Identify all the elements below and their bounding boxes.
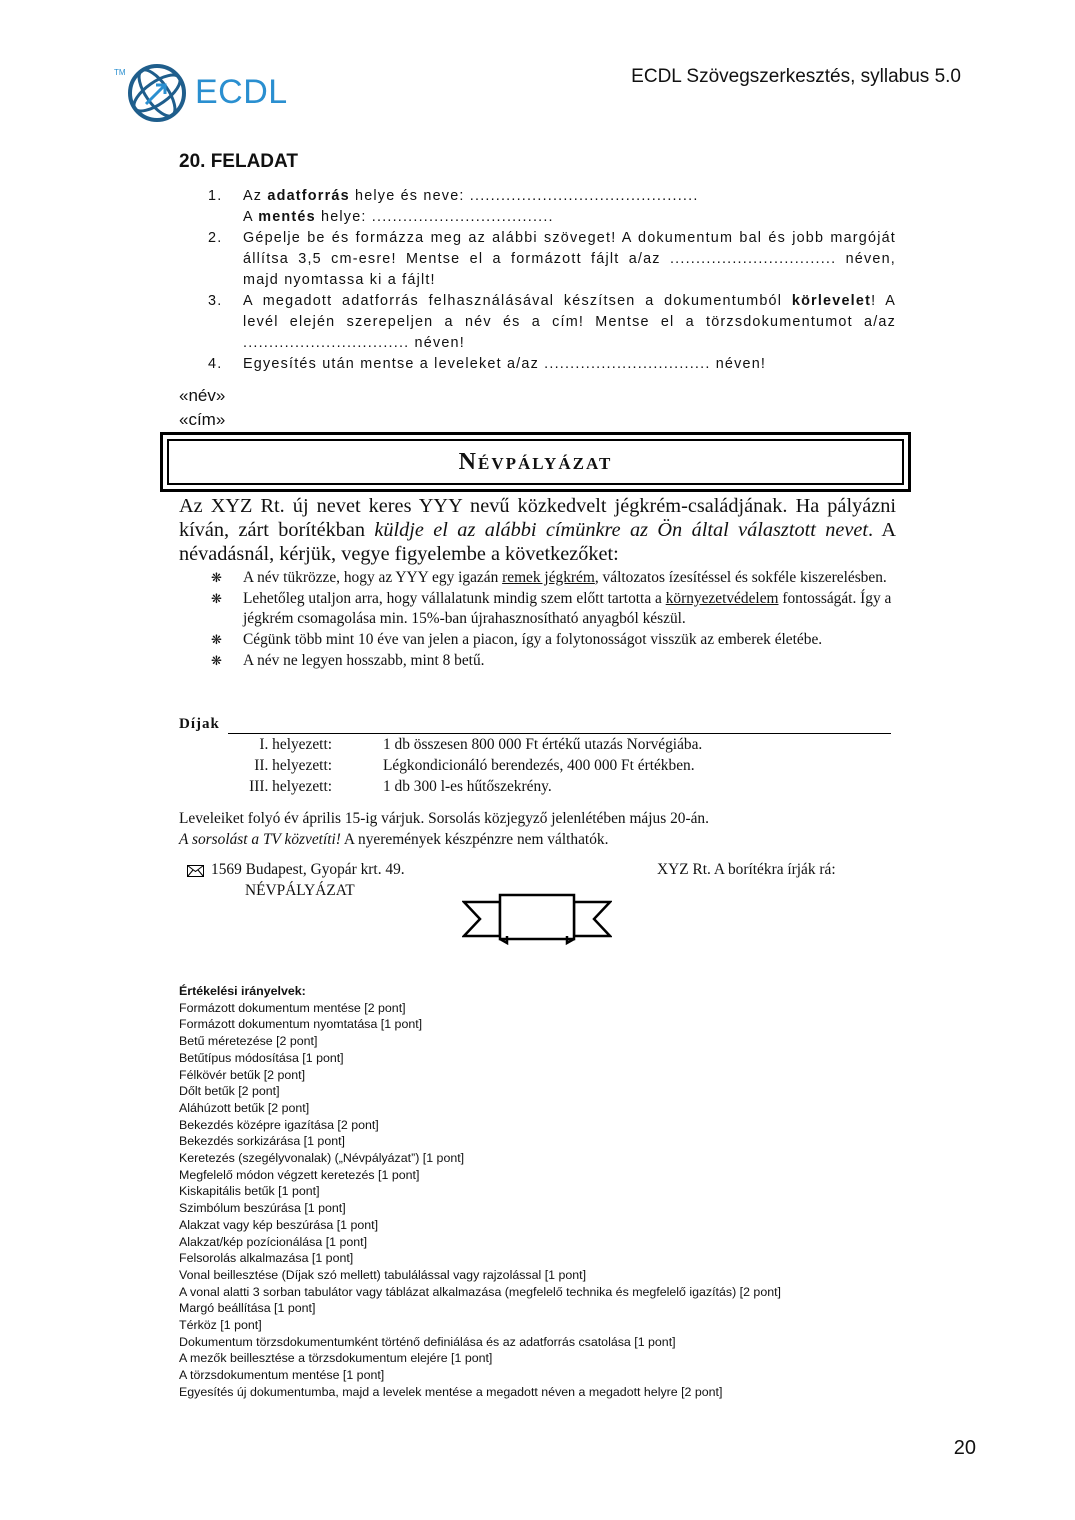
title-box [160,432,911,492]
requirements-list [211,568,896,672]
page-number: 20 [953,1437,976,1459]
prize-place: I. helyezett: [259,736,332,753]
step-number: 1. [208,188,223,204]
list-item: Formázott dokumentum nyomtatása [1 pont] [179,1017,423,1032]
envelope-note: XYZ Rt. A borítékra írják rá: [657,861,836,878]
list-item: Formázott dokumentum mentése [2 pont] [179,1000,406,1015]
step-text: Gépelje be és formázza meg az alábbi szöveget! A dokumentum bal és jobb margóját állítsa 3,5 cm-esre! Mentse el a formázott fájlt a/az ................................ néven, majd nyomtassa ki a fájlt! [243,230,896,288]
step-line: Az adatforrás helye és neve: ............................................ [243,188,699,204]
list-item: Aláhúzott betűk [2 pont] [179,1100,310,1115]
merge-field-name: «név» [179,386,226,405]
step-line: A mentés helye: ................................... [243,209,554,225]
list-item: A mezők beillesztése a törzsdokumentum elejére [1 pont] [179,1351,493,1366]
list-item: Dőlt betűk [2 pont] [179,1084,280,1099]
bullet-icon: ❋ [211,632,222,648]
bullet-icon: ❋ [211,570,222,585]
list-item: Felsorolás alkalmazása [1 pont] [179,1251,354,1266]
prize-desc: 1 db összesen 800 000 Ft értékű utazás Norvégiába. [383,736,703,753]
prize-place: II. helyezett: [254,757,332,774]
list-item: Térköz [1 pont] [179,1318,262,1333]
bullet-icon: ❋ [211,652,222,668]
list-item: Megfelelő módon végzett keretezés [1 pont] [179,1167,420,1182]
list-item: A vonal alatti 3 sorban tabulátor vagy táblázat alkalmazása (megfelelő technika és megfelelő igazítás) [2 pont] [179,1284,781,1299]
trademark-mark: TM [114,68,126,77]
evaluation-criteria [179,983,781,1401]
prize-desc: Légkondicionáló berendezés, 400 000 Ft értékben. [383,757,695,774]
envelope-icon [187,865,204,877]
list-item: ❋ Cégünk több mint 10 éve van jelen a piacon, így a folytonosságot visszük az emberek életébe. [211,630,896,651]
list-item: Bekezdés sorkizárása [1 pont] [179,1134,345,1149]
task-step-4 [208,354,896,375]
postal-address-line2: NÉVPÁLYÁZAT [245,882,355,899]
list-item: ❋ Lehetőleg utaljon arra, hogy vállalatunk mindig szem előtt tartotta a környezetvédelem fontosságát. Így a jégkrém csomagolása min. 15%-ban újrahasznosítható anyagból készül. [211,589,892,628]
step-number: 3. [208,293,223,309]
logo-text: ECDL [195,73,288,111]
list-item: ❋ A név tükrözze, hogy az YYY egy igazán remek jégkrém, változatos ízesítéssel és sokféle kiszerelésben. [211,568,896,589]
evaluation-title: Értékelési irányelvek: [179,984,306,998]
task-steps [208,186,896,375]
prizes-label: Díjak [179,716,220,732]
list-item: Keretezés (szegélyvonalak) („Névpályázat”) [1 pont] [179,1151,465,1166]
prizes-divider [228,733,891,734]
step-number: 2. [208,230,223,246]
list-item: Betű méretezése [2 pont] [179,1034,318,1049]
list-item: A törzsdokumentum mentése [1 pont] [179,1368,385,1383]
list-item: Margó beállítása [1 pont] [179,1301,316,1316]
list-item: Vonal beillesztése (Díjak szó mellett) tabulálással vagy rajzolással [1 pont] [179,1267,587,1282]
merge-field-address: «cím» [179,410,226,429]
step-text: Egyesítés után mentse a leveleket a/az ................................ néven! [243,356,767,372]
list-item: Alakzat vagy kép beszúrása [1 pont] [179,1217,379,1232]
box-title: Névpályázat [458,448,613,475]
deadline-text: Leveleiket folyó év április 15-ig várjuk. Sorsolás közjegyző jelenlétében május 20-án. [179,810,709,827]
prize-place: III. helyezett: [249,778,332,795]
postal-address: 1569 Budapest, Gyopár krt. 49. [211,861,405,878]
list-item: Szimbólum beszúrása [1 pont] [179,1201,346,1216]
step-number: 4. [208,356,223,372]
list-item: Félkövér betűk [2 pont] [179,1067,306,1082]
bullet-icon: ❋ [211,590,222,606]
draw-text: A sorsolást a TV közvetíti! A nyeremények készpénzre nem válthatók. [179,831,609,848]
task-title: 20. FELADAT [179,151,298,172]
ribbon-banner-icon [462,892,612,946]
list-item: Kiskapitális betűk [1 pont] [179,1184,320,1199]
list-item: Egyesítés új dokumentumba, majd a levelek mentése a megadott néven a megadott helyre [2 pont] [179,1384,723,1399]
list-item: Dokumentum törzsdokumentumként történő definiálása és az adatforrás csatolása [1 pont] [179,1334,676,1349]
list-item: Bekezdés középre igazítása [2 pont] [179,1117,379,1132]
list-item: Alakzat/kép pozícionálása [1 pont] [179,1234,368,1249]
prize-desc: 1 db 300 l-es hűtőszekrény. [383,778,552,795]
intro-paragraph: Az XYZ Rt. új nevet keres YYY nevű közkedvelt jégkrém-családjának. Ha pályázni kíván, zárt borítékban küldje el az alábbi címünkre az Ön által választott nevet. A névadásnál, kérjük, vegye figyelembe a következőket: [179,495,897,565]
list-item: Betűtípus módosítása [1 pont] [179,1050,344,1065]
task-step-1 [208,186,896,228]
list-item: ❋ A név ne legyen hosszabb, mint 8 betű. [211,651,896,672]
task-step-2 [208,228,896,291]
header-title: ECDL Szövegszerkesztés, syllabus 5.0 [631,66,961,87]
task-step-3: 3. A megadott adatforrás felhasználásával készítsen a dokumentumból körlevelet! A levél elején szerepeljen a név és a cím! Mentse el a törzsdokumentumot a/az ................................ néven! [208,293,896,351]
